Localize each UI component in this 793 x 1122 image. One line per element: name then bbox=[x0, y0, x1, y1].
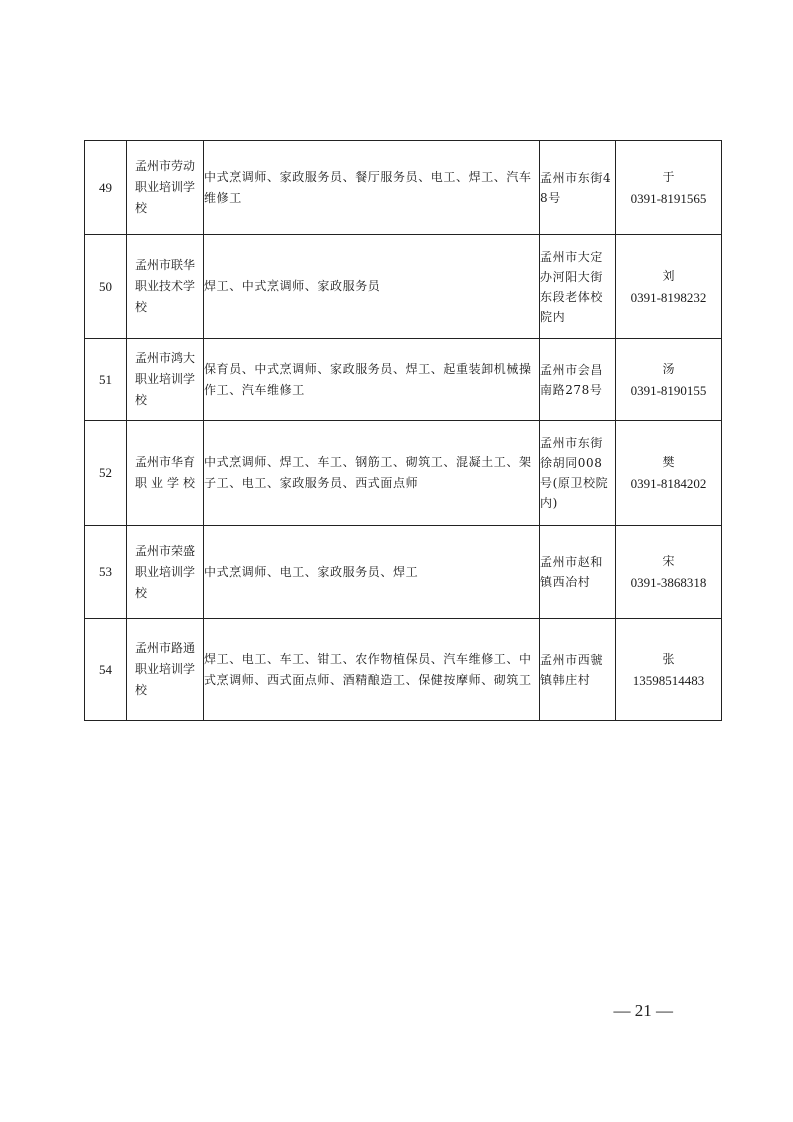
school-address: 孟州市会昌南路278号 bbox=[540, 339, 616, 421]
table-row bbox=[85, 141, 722, 235]
school-address: 孟州市西虢镇韩庄村 bbox=[540, 619, 616, 721]
contact-phone: 0391-3868318 bbox=[630, 575, 707, 590]
school-name: 孟州市鸿大职业培训学校 bbox=[127, 339, 204, 421]
contact-name: 张 bbox=[662, 651, 675, 666]
table-row bbox=[85, 526, 722, 619]
school-name: 孟州市路通职业培训学校 bbox=[127, 619, 204, 721]
row-number: 53 bbox=[85, 526, 127, 619]
contact bbox=[616, 235, 722, 339]
row-number: 54 bbox=[85, 619, 127, 721]
contact-name: 刘 bbox=[662, 268, 675, 283]
school-address: 孟州市大定办河阳大街东段老体校院内 bbox=[540, 235, 616, 339]
table-row bbox=[85, 421, 722, 526]
contact-phone: 13598514483 bbox=[632, 672, 705, 688]
row-number: 52 bbox=[85, 421, 127, 526]
contact-name: 宋 bbox=[662, 554, 675, 568]
contact bbox=[616, 421, 722, 526]
training-programs: 中式烹调师、家政服务员、餐厅服务员、电工、焊工、汽车维修工 bbox=[204, 141, 540, 235]
training-programs: 中式烹调师、电工、家政服务员、焊工 bbox=[204, 526, 540, 619]
school-name: 孟州市华育职业学校 bbox=[127, 421, 204, 526]
table-row bbox=[85, 235, 722, 339]
contact-phone: 0391-8198232 bbox=[630, 289, 707, 305]
table-row bbox=[85, 619, 722, 721]
table-row bbox=[85, 339, 722, 421]
training-school-table bbox=[84, 140, 722, 721]
training-programs: 中式烹调师、焊工、车工、钢筋工、砌筑工、混凝土工、架子工、电工、家政服务员、西式面点师 bbox=[204, 421, 540, 526]
contact-phone: 0391-8191565 bbox=[630, 190, 707, 206]
training-programs: 焊工、电工、车工、钳工、农作物植保员、汽车维修工、中式烹调师、西式面点师、酒精酿造工、保健按摩师、砌筑工 bbox=[204, 619, 540, 721]
school-address: 孟州市东街徐胡同008号(原卫校院内) bbox=[540, 421, 616, 526]
row-number: 49 bbox=[85, 141, 127, 235]
contact bbox=[616, 526, 722, 619]
contact-name: 于 bbox=[662, 169, 675, 184]
training-programs: 焊工、中式烹调师、家政服务员 bbox=[204, 235, 540, 339]
training-programs: 保育员、中式烹调师、家政服务员、焊工、起重装卸机械操作工、汽车维修工 bbox=[204, 339, 540, 421]
contact-phone: 0391-8184202 bbox=[630, 476, 707, 491]
page-number: — 21 — bbox=[613, 1001, 673, 1020]
school-address: 孟州市东街48号 bbox=[540, 141, 616, 235]
contact-phone: 0391-8190155 bbox=[630, 382, 707, 398]
contact-name: 樊 bbox=[662, 455, 675, 469]
school-name: 孟州市荣盛职业培训学校 bbox=[127, 526, 204, 619]
contact bbox=[616, 339, 722, 421]
school-name: 孟州市联华职业技术学校 bbox=[127, 235, 204, 339]
contact bbox=[616, 141, 722, 235]
row-number: 51 bbox=[85, 339, 127, 421]
row-number: 50 bbox=[85, 235, 127, 339]
contact bbox=[616, 619, 722, 721]
contact-name: 汤 bbox=[662, 361, 675, 376]
school-address: 孟州市赵和镇西冶村 bbox=[540, 526, 616, 619]
school-name: 孟州市劳动职业培训学校 bbox=[127, 141, 204, 235]
